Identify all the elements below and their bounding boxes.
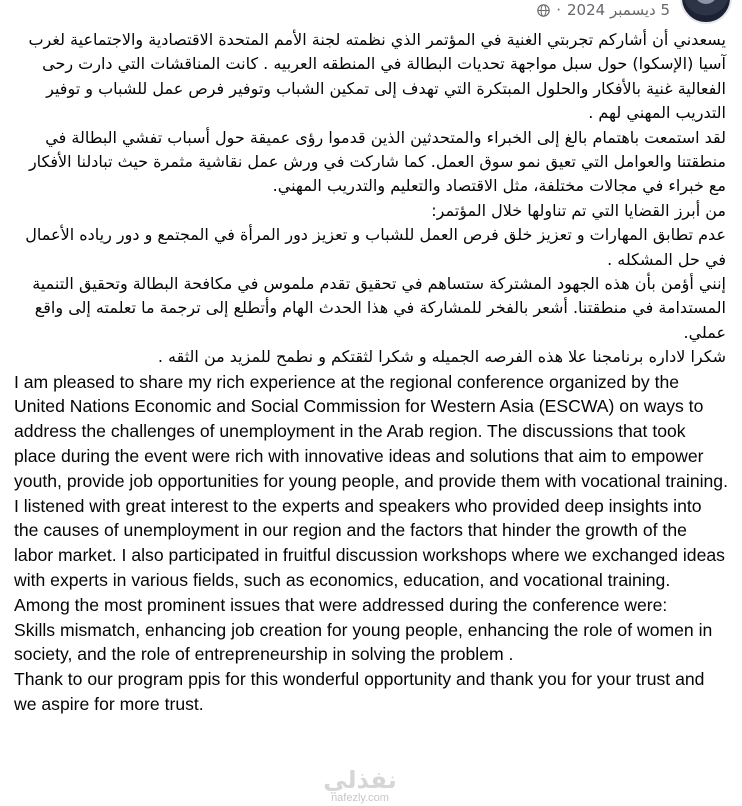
- english-paragraph: Among the most prominent issues that were addressed during the conference were:: [14, 594, 668, 615]
- arabic-paragraph: شكرا لاداره برنامجنا علا هذه الفرصه الجميله و شكرا لثقتكم و نطمح للمزيد من الثقه .: [157, 347, 726, 367]
- watermark-logo: نفذلي: [323, 766, 397, 794]
- post-body: [14, 28, 730, 717]
- arabic-paragraph: من أبرز القضايا التي تم تناولها خلال المؤتمر:: [431, 200, 726, 220]
- english-paragraph: I listened with great interest to the experts and speakers who provided deep insights into the causes of unemployment in our region and the factors that hinder the growth of the labor market. I also participated in fruitful discussion workshops where we exchanged ideas with experts in various fields, such as economics, education, and vocational training.: [14, 495, 725, 591]
- post-meta: [537, 0, 670, 20]
- arabic-paragraph: يسعدني أن أشاركم تجربتي الغنية في المؤتمر الذي نظمته لجنة الأمم المتحدة الاقتصادية والاجتماعية لغرب آسيا (الإسكوا) حول سبل مواجهة تحديات البطالة في المنطقه العربيه . كانت المناقشات التي دارت رحى الفعالية غنية بالأفكار والحلول المبتكرة التي تهدف إلى تمكين الشباب وتوفير فرص عمل للشباب و توفير التدريب المهني لهم .: [28, 30, 726, 123]
- avatar[interactable]: [680, 0, 732, 24]
- post-date[interactable]: 5 ديسمبر 2024: [567, 1, 670, 19]
- watermark-url: nafezly.com: [331, 792, 389, 804]
- english-paragraph: Thank to our program ppis for this wonderful opportunity and thank you for your trust and we aspire for more trust.: [14, 669, 705, 715]
- arabic-text-block: [14, 28, 730, 370]
- english-paragraph: Skills mismatch, enhancing job creation for young people, enhancing the role of women in society, and the role of entrepreneurship in solving the problem .: [14, 619, 713, 665]
- globe-icon[interactable]: [537, 4, 550, 17]
- post-header: [0, 0, 742, 24]
- english-text-block: [14, 370, 730, 717]
- arabic-paragraph: عدم تطابق المهارات و تعزيز خلق فرص العمل للشباب و تعزيز دور المرأة في المجتمع و دور رياده الأعمال في حل المشكله .: [25, 225, 726, 269]
- arabic-paragraph: إنني أؤمن بأن هذه الجهود المشتركة ستساهم في تحقيق تقدم ملموس في مكافحة البطالة وتحقيق التنمية المستدامة في منطقتنا. أشعر بالفخر للمشاركة في هذا الحدث الهام وأتطلع إلى ترجمة ما تعلمته إلى واقع عملي.: [32, 274, 726, 342]
- watermark: [318, 768, 402, 804]
- english-paragraph: I am pleased to share my rich experience at the regional conference organized by the United Nations Economic and Social Commission for Western Asia (ESCWA) on ways to address the challenges of unemployment in the Arab region. The discussions that took place during the event were rich with innovative ideas and solutions that aim to empower youth, provide job opportunities for young people, and provide them with vocational training.: [14, 371, 728, 491]
- meta-separator: ·: [556, 1, 562, 19]
- arabic-paragraph: لقد استمعت باهتمام بالغ إلى الخبراء والمتحدثين الذين قدموا رؤى عميقة حول أسباب تفشي البطالة في منطقتنا والعوامل التي تعيق نمو سوق العمل. كما شاركت في ورش عمل نقاشية مثمرة حيث تبادلنا الأفكار مع خبراء في مجالات مختلفة، مثل الاقتصاد والتعليم والتدريب المهني.: [28, 127, 726, 196]
